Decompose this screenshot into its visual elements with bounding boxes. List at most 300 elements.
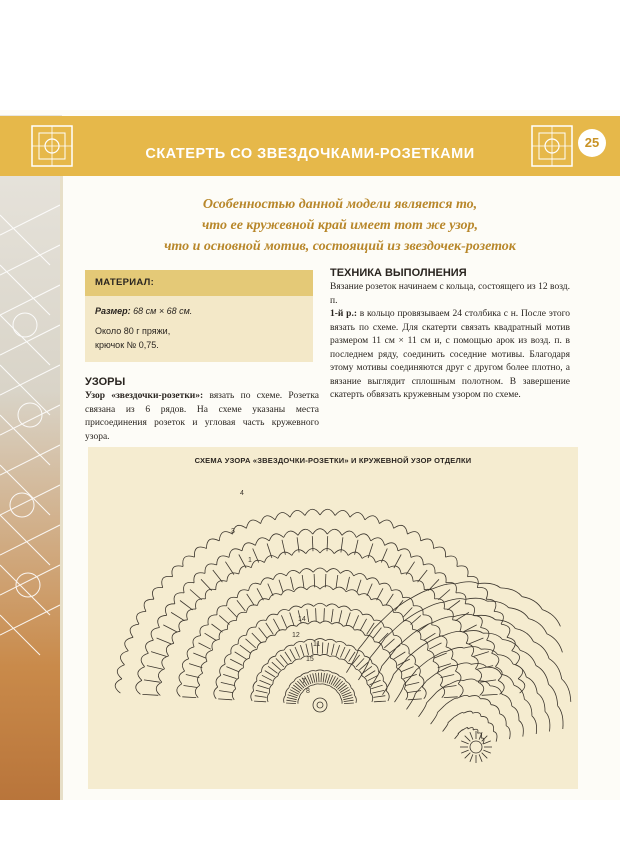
scheme-stroke: [351, 688, 354, 695]
scheme-stroke: [266, 635, 276, 642]
scheme-stroke: [295, 647, 300, 658]
scheme-stroke: [219, 615, 229, 624]
scheme-stroke: [386, 594, 393, 605]
scheme-stroke: [344, 703, 354, 704]
scheme-stroke: [449, 680, 463, 684]
scheme-stroke: [320, 684, 327, 685]
scheme-stroke: [483, 741, 490, 744]
scheme-stroke: [273, 619, 279, 631]
scheme-stroke: [407, 532, 420, 541]
scheme-stroke: [205, 564, 217, 574]
scheme-stroke: [502, 694, 512, 706]
scheme-stroke: [367, 684, 371, 693]
scheme-stroke: [520, 650, 536, 665]
scheme-stroke: [418, 570, 428, 582]
scheme-stroke: [291, 577, 294, 590]
scheme-stroke: [266, 614, 277, 620]
technique-heading: ТЕХНИКА ВЫПОЛНЕНИЯ: [330, 267, 467, 279]
scheme-stroke: [426, 692, 436, 703]
scheme-stroke: [317, 702, 323, 708]
page-bottom-margin: [0, 800, 620, 852]
scheme-stroke: [466, 643, 473, 656]
scheme-stroke: [322, 642, 323, 653]
scheme-stroke: [196, 599, 206, 609]
scheme-stroke: [237, 590, 248, 598]
scheme-stroke: [502, 640, 520, 651]
scheme-stroke: [137, 611, 146, 624]
scheme-stroke: [354, 695, 356, 703]
scheme-stroke: [562, 679, 571, 702]
scheme-stroke: [316, 673, 317, 682]
scheme-stroke: [354, 630, 364, 636]
scheme-stroke: [284, 663, 292, 669]
scheme-stroke: [281, 615, 286, 627]
scheme-stroke: [427, 671, 441, 681]
scheme-stroke: [158, 669, 164, 682]
scheme-stroke: [327, 685, 333, 688]
patterns-text: [85, 390, 319, 444]
scheme-stroke: [201, 579, 212, 590]
scheme-stroke: [465, 736, 471, 742]
scheme-stroke: [259, 680, 270, 685]
material-heading: МАТЕРИАЛ:: [85, 270, 313, 296]
scheme-stroke: [346, 613, 350, 626]
scheme-stroke: [275, 513, 290, 520]
scheme-stroke: [470, 732, 473, 739]
scheme-stroke: [365, 635, 375, 642]
scheme-stroke: [247, 627, 256, 635]
intro-line: Особенностью данной модели является то,: [202, 197, 478, 212]
scheme-stroke: [458, 730, 463, 734]
scheme-stroke: [279, 580, 283, 593]
scheme-stroke: [146, 640, 154, 653]
crochet-diagram: [88, 447, 578, 789]
scheme-stroke: [255, 696, 267, 698]
scheme-stroke: [338, 683, 345, 690]
scheme-stroke: [345, 649, 351, 659]
scheme-stroke: [221, 682, 235, 685]
scheme-stroke: [498, 655, 513, 664]
scheme-stroke: [301, 604, 313, 608]
scheme-stroke: [512, 651, 520, 665]
scheme-stroke: [532, 716, 537, 734]
scheme-stroke: [463, 679, 477, 681]
scheme-stroke: [343, 625, 354, 630]
scheme-stroke: [404, 620, 413, 629]
scheme-stroke: [320, 586, 333, 590]
scheme-stroke: [333, 587, 346, 592]
scheme-stroke: [294, 676, 300, 681]
scheme-stroke: [152, 587, 162, 599]
scheme-stroke: [325, 673, 327, 682]
scheme-stroke: [362, 676, 367, 684]
scheme-stroke: [212, 624, 223, 632]
scheme-stroke: [483, 750, 490, 753]
scheme-stroke: [141, 653, 148, 666]
scheme-stroke: [256, 620, 266, 627]
scheme-stroke: [268, 584, 273, 596]
scheme-stroke: [183, 556, 195, 566]
scheme-stroke: [193, 636, 201, 647]
scheme-stroke: [257, 588, 263, 600]
scheme-stroke: [284, 695, 286, 703]
scheme-stroke: [342, 531, 356, 537]
scheme-stroke: [373, 696, 385, 698]
scheme-stroke: [314, 603, 327, 606]
scheme-stroke: [306, 644, 309, 655]
scheme-stroke: [326, 604, 338, 608]
scheme-stroke: [187, 647, 194, 659]
scheme-stroke: [429, 643, 441, 649]
scheme-stroke: [206, 650, 213, 661]
scheme-stroke: [389, 645, 400, 653]
scheme-stroke: [389, 566, 402, 574]
scheme-stroke: [515, 629, 533, 642]
scheme-stroke: [198, 673, 203, 685]
scheme-stroke: [346, 645, 356, 650]
scheme-stroke: [461, 741, 468, 744]
scheme-stroke: [481, 649, 498, 655]
scheme-stroke: [247, 594, 254, 605]
scheme-stroke: [247, 605, 258, 613]
scheme-stroke: [292, 659, 301, 663]
scheme-stroke: [408, 644, 425, 657]
scheme-stroke: [333, 688, 338, 692]
scheme-stroke: [277, 609, 289, 614]
scheme-stroke: [324, 608, 325, 621]
scheme-stroke: [217, 606, 227, 615]
scheme-stroke: [252, 633, 261, 643]
scheme-stroke: [413, 581, 424, 590]
scheme-stroke: [272, 662, 281, 670]
scheme-stroke: [455, 733, 459, 738]
scheme-stroke: [363, 614, 374, 620]
scheme-stroke: [286, 703, 296, 704]
scheme-stroke: [475, 669, 481, 682]
scheme-stroke: [433, 617, 454, 623]
scheme-stroke: [383, 675, 394, 695]
scheme-stroke: [422, 687, 426, 699]
row-number-label: 12: [292, 632, 300, 639]
scheme-stroke: [487, 601, 508, 608]
scheme-stroke: [464, 711, 473, 713]
scheme-stroke: [446, 556, 458, 566]
crochet-scheme: [88, 447, 578, 789]
scheme-stroke: [367, 578, 380, 585]
scheme-stroke: [549, 684, 558, 705]
scheme-stroke: [384, 639, 394, 648]
scheme-stroke: [275, 630, 285, 636]
scheme-stroke: [219, 691, 233, 693]
scheme-stroke: [266, 623, 273, 634]
scheme-stroke: [249, 583, 261, 590]
yarn-line: Около 80 г пряжи,: [95, 326, 171, 336]
scheme-stroke: [455, 713, 463, 717]
scheme-stroke: [307, 586, 320, 590]
scheme-stroke: [341, 698, 343, 704]
scheme-stroke: [193, 653, 206, 658]
scheme-stroke: [325, 639, 336, 642]
scheme-stroke: [256, 690, 268, 693]
scheme-stroke: [471, 664, 487, 668]
scheme-stroke: [147, 666, 163, 670]
scheme-stroke: [506, 726, 510, 739]
scheme-stroke: [469, 638, 484, 644]
scheme-stroke: [492, 653, 499, 666]
scheme-stroke: [327, 569, 341, 574]
scheme-stroke: [474, 652, 489, 657]
scheme-stroke: [463, 631, 483, 634]
scheme-stroke: [307, 609, 309, 622]
scheme-stroke: [394, 652, 406, 659]
scheme-stroke: [257, 672, 262, 681]
scheme-stroke: [172, 631, 180, 643]
scheme-stroke: [397, 668, 402, 678]
scheme-stroke: [265, 671, 275, 677]
scheme-stroke: [443, 599, 465, 603]
size-value: 68 см × 68 см.: [133, 306, 193, 316]
scheme-stroke: [357, 580, 361, 593]
scheme-stroke: [239, 555, 246, 569]
scheme-stroke: [177, 684, 182, 697]
scheme-stroke: [367, 623, 374, 634]
scheme-stroke: [230, 659, 242, 665]
scheme-stroke: [415, 664, 421, 675]
scheme-stroke: [232, 689, 235, 700]
scheme-stroke: [142, 694, 158, 695]
scheme-stroke: [235, 678, 239, 689]
scheme-stroke: [408, 699, 422, 700]
scheme-stroke: [494, 611, 503, 624]
scheme-stroke: [314, 684, 321, 685]
scheme-stroke: [261, 578, 274, 585]
scheme-stroke: [522, 597, 542, 610]
scheme-stroke: [284, 531, 298, 537]
scheme-stroke: [200, 625, 208, 636]
scheme-stroke: [354, 574, 367, 580]
scheme-stroke: [443, 723, 448, 732]
scheme-stroke: [456, 612, 469, 620]
scheme-stroke: [477, 587, 487, 599]
scheme-stroke: [254, 701, 266, 702]
scheme-stroke: [323, 673, 324, 682]
scheme-stroke: [227, 620, 236, 629]
scheme-stroke: [460, 631, 468, 643]
row-number-label: 1: [248, 557, 252, 564]
scheme-stroke: [411, 589, 433, 598]
scheme-stroke: [130, 624, 139, 637]
scheme-stroke: [469, 696, 481, 699]
scheme-stroke: [290, 510, 305, 517]
scheme-stroke: [330, 656, 339, 659]
scheme-stroke: [276, 650, 285, 656]
scheme-stroke: [250, 649, 257, 658]
scheme-stroke: [487, 640, 495, 653]
scheme-stroke: [289, 606, 301, 611]
scheme-stroke: [280, 655, 287, 664]
scheme-stroke: [286, 570, 299, 575]
scheme-stroke: [257, 642, 266, 650]
scheme-stroke: [385, 622, 403, 638]
scheme-stroke: [370, 693, 372, 702]
scheme-stroke: [407, 691, 421, 693]
scheme-stroke: [117, 665, 124, 679]
scheme-stroke: [190, 590, 202, 600]
scheme-stroke: [335, 510, 350, 517]
scheme-stroke: [207, 539, 220, 549]
scheme-stroke: [243, 658, 249, 668]
scheme-stroke: [438, 664, 451, 668]
scheme-stroke: [144, 680, 160, 682]
scheme-stroke: [216, 675, 221, 687]
scheme-stroke: [507, 637, 515, 651]
scheme-stroke: [542, 610, 560, 627]
scheme-stroke: [344, 700, 354, 701]
scheme-stroke: [332, 623, 344, 627]
scheme-stroke: [488, 723, 493, 732]
scheme-stroke: [437, 673, 442, 685]
scheme-stroke: [246, 520, 260, 528]
patterns-body: вязать по схеме. Розетка связана из 6 рядов. На схеме указаны места присоединения розеток и угловая часть кружевного узора.: [85, 391, 320, 442]
scheme-stroke: [447, 601, 460, 610]
patterns-heading: УЗОРЫ: [85, 376, 126, 388]
scheme-stroke: [253, 681, 257, 691]
scheme-stroke: [501, 624, 510, 637]
scheme-stroke: [379, 520, 393, 528]
scheme-stroke: [363, 666, 372, 673]
scheme-stroke: [403, 610, 423, 622]
scheme-stroke: [273, 676, 278, 684]
scheme-stroke: [526, 677, 537, 693]
scheme-stroke: [373, 690, 385, 693]
scheme-stroke: [421, 539, 434, 549]
scheme-stroke: [373, 628, 381, 639]
scheme-stroke: [391, 590, 402, 598]
scheme-stroke: [377, 588, 383, 600]
scheme-stroke: [401, 667, 414, 672]
scheme-stroke: [327, 529, 342, 535]
scheme-stroke: [186, 675, 200, 678]
scheme-stroke: [455, 671, 461, 684]
scheme-stroke: [478, 682, 484, 695]
scheme-stroke: [470, 754, 473, 761]
scheme-stroke: [340, 647, 345, 658]
scheme-stroke: [336, 645, 340, 656]
scheme-stroke: [437, 704, 446, 713]
scheme-stroke: [327, 643, 329, 654]
scheme-stroke: [212, 639, 219, 650]
scheme-stroke: [455, 582, 478, 584]
scheme-stroke: [394, 525, 408, 534]
scheme-stroke: [339, 610, 342, 623]
scheme-stroke: [259, 628, 267, 639]
scheme-stroke: [179, 620, 188, 632]
scheme-stroke: [444, 609, 453, 620]
page-title: СКАТЕРТЬ СО ЗВЕЗДОЧКАМИ-РОЗЕТКАМИ: [145, 146, 475, 162]
scheme-stroke: [216, 581, 227, 590]
scheme-stroke: [393, 635, 401, 644]
scheme-stroke: [343, 698, 353, 700]
scheme-stroke: [350, 513, 365, 520]
scheme-stroke: [394, 555, 401, 569]
scheme-stroke: [332, 673, 339, 677]
scheme-stroke: [394, 612, 404, 620]
scheme-stroke: [468, 727, 474, 730]
scheme-stroke: [287, 698, 297, 700]
scheme-stroke: [545, 712, 550, 732]
scheme-stroke: [156, 682, 162, 695]
scheme-stroke: [257, 685, 268, 689]
scheme-stroke: [340, 570, 353, 575]
scheme-stroke: [227, 597, 238, 606]
scheme-stroke: [482, 694, 498, 695]
scheme-stroke: [536, 666, 549, 685]
scheme-stroke: [269, 534, 283, 541]
scheme-stroke: [479, 754, 482, 761]
scheme-stroke: [218, 699, 232, 700]
scheme-stroke: [240, 645, 251, 653]
row-number-label: 8: [306, 688, 310, 695]
scheme-stroke: [335, 679, 341, 687]
scheme-stroke: [372, 664, 378, 672]
scheme-stroke: [313, 698, 327, 712]
scheme-stroke: [339, 685, 347, 691]
scheme-stroke: [336, 642, 346, 646]
scheme-stroke: [290, 649, 296, 659]
scheme-stroke: [319, 673, 320, 683]
scheme-stroke: [480, 699, 491, 705]
scheme-stroke: [298, 698, 300, 704]
scheme-stroke: [470, 741, 482, 753]
scheme-stroke: [473, 713, 481, 717]
scheme-stroke: [395, 685, 404, 702]
scheme-stroke: [336, 575, 338, 588]
scheme-stroke: [115, 679, 122, 693]
scheme-stroke: [225, 562, 234, 575]
scheme-stroke: [172, 566, 183, 577]
scheme-stroke: [163, 625, 177, 632]
scheme-stroke: [537, 693, 545, 711]
scheme-stroke: [524, 699, 532, 716]
size-label: Размер:: [95, 306, 131, 316]
scheme-stroke: [125, 637, 133, 651]
scheme-stroke: [298, 529, 313, 535]
scheme-stroke: [457, 566, 468, 577]
scheme-stroke: [411, 615, 421, 624]
scheme-stroke: [199, 643, 211, 649]
scheme-stroke: [286, 688, 289, 695]
scheme-stroke: [370, 680, 381, 685]
scheme-stroke: [286, 700, 296, 701]
scheme-stroke: [289, 682, 294, 688]
intro-line: что ее кружевной край имеет тот же узор,: [201, 218, 479, 233]
scheme-stroke: [347, 577, 350, 590]
scheme-stroke: [269, 684, 273, 693]
material-box: [85, 270, 313, 362]
scheme-stroke: [493, 732, 497, 742]
scheme-stroke: [367, 584, 372, 596]
scheme-stroke: [225, 654, 232, 665]
scheme-stroke: [213, 570, 223, 582]
scheme-stroke: [205, 589, 216, 599]
scheme-stroke: [379, 633, 388, 643]
scheme-stroke: [336, 681, 343, 688]
patterns-lead: Узор «звездочки-розетки»:: [85, 391, 204, 401]
scheme-stroke: [299, 692, 302, 698]
scheme-stroke: [483, 633, 502, 639]
scheme-stroke: [325, 574, 326, 587]
scheme-stroke: [166, 643, 173, 656]
